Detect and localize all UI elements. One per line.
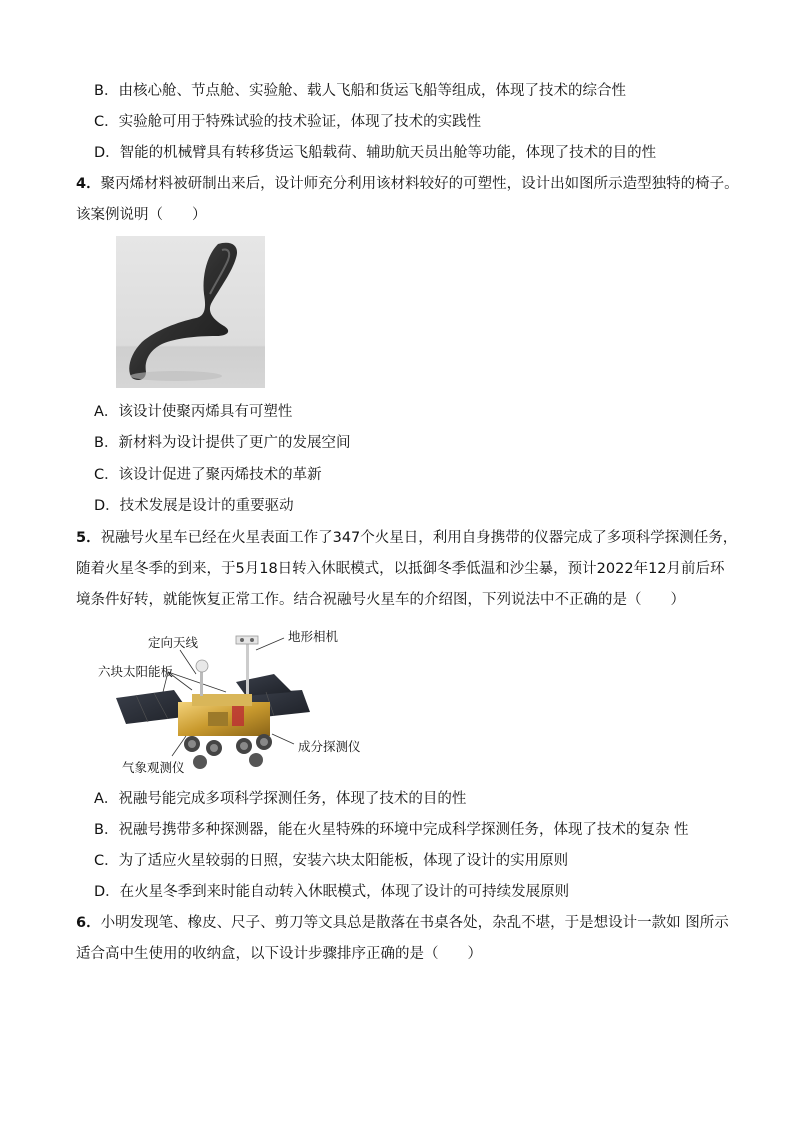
option-text: 为了适应火星较弱的日照，安装六块太阳能板，体现了设计的实用原则 (118, 853, 569, 869)
rover-figure (96, 620, 376, 780)
option-letter: D． (94, 884, 120, 900)
label-composition-detector: 成分探测仪 (298, 739, 361, 754)
option-letter: B． (94, 822, 119, 838)
option-letter: D． (94, 145, 120, 161)
option-text: 在火星冬季到来时能自动转入休眠模式，体现了设计的可持续发展原则 (119, 884, 570, 900)
label-terrain-camera: 地形相机 (288, 629, 339, 644)
q4-option-c (94, 465, 322, 485)
option-text: 新材料为设计提供了更广的发展空间 (118, 435, 351, 451)
chair-photo (116, 236, 265, 388)
question-number: 6． (76, 915, 101, 931)
question-5-line-3: 境条件好转，就能恢复正常工作。结合祝融号火星车的介绍图，下列说法中不正确的是（ ） (76, 592, 685, 608)
label-solar-panels: 六块太阳能板 (98, 664, 174, 679)
q4-option-b (94, 433, 350, 453)
option-letter: C． (94, 853, 119, 869)
option-text: 祝融号携带多种探测器，能在火星特殊的环境中完成科学探测任务，体现了技术的复杂 性 (118, 822, 689, 838)
option-letter: A． (94, 404, 119, 420)
q5-option-c (94, 851, 568, 871)
question-6-line-1 (76, 913, 729, 933)
option-letter: B． (94, 435, 119, 451)
option-letter: C． (94, 114, 119, 130)
option-letter: D． (94, 498, 120, 514)
q4-option-d (94, 496, 294, 516)
q5-option-a (94, 789, 466, 809)
option-text: 该设计使聚丙烯具有可塑性 (118, 404, 293, 420)
question-4-line-2: 该案例说明（ ） (76, 207, 207, 223)
question-text: 祝融号火星车已经在火星表面工作了347个火星日，利用自身携带的仪器完成了多项科学探测任务， (100, 530, 738, 546)
question-6-line-2: 适合高中生使用的收纳盒，以下设计步骤排序正确的是（ ） (76, 946, 482, 962)
option-text: 该设计促进了聚丙烯技术的革新 (118, 467, 322, 483)
question-number: 4． (76, 176, 101, 192)
option-text: 由核心舱、节点舱、实验舱、载人飞船和货运飞船等组成，体现了技术的综合性 (118, 83, 626, 99)
option-letter: C． (94, 467, 119, 483)
q5-option-d (94, 882, 569, 902)
option-text: 祝融号能完成多项科学探测任务，体现了技术的目的性 (118, 791, 467, 807)
label-directional-antenna: 定向天线 (148, 635, 199, 650)
prev-option-c (94, 112, 481, 132)
question-text: 聚丙烯材料被研制出来后，设计师充分利用该材料较好的可塑性，设计出如图所示造型独特的椅子。 (100, 176, 739, 192)
q4-option-a (94, 402, 292, 422)
label-weather-instrument: 气象观测仪 (122, 760, 185, 775)
question-5-line-2: 随着火星冬季的到来，于5月18日转入休眠模式，以抵御冬季低温和沙尘暴，预计2022年12月前后环 (76, 561, 725, 577)
prev-option-d (94, 143, 656, 163)
question-4-line-1 (76, 174, 739, 194)
option-text: 实验舱可用于特殊试验的技术验证，体现了技术的实践性 (118, 114, 482, 130)
question-text: 小明发现笔、橡皮、尺子、剪刀等文具总是散落在书桌各处，杂乱不堪，于是想设计一款如 图所示 (100, 915, 729, 931)
q5-option-b (94, 820, 689, 840)
option-letter: A． (94, 791, 119, 807)
prev-option-b (94, 81, 626, 101)
question-5-line-1 (76, 528, 737, 548)
option-text: 技术发展是设计的重要驱动 (119, 498, 294, 514)
option-text: 智能的机械臂具有转移货运飞船载荷、辅助航天员出舱等功能，体现了技术的目的性 (119, 145, 657, 161)
question-number: 5． (76, 530, 101, 546)
option-letter: B． (94, 83, 119, 99)
